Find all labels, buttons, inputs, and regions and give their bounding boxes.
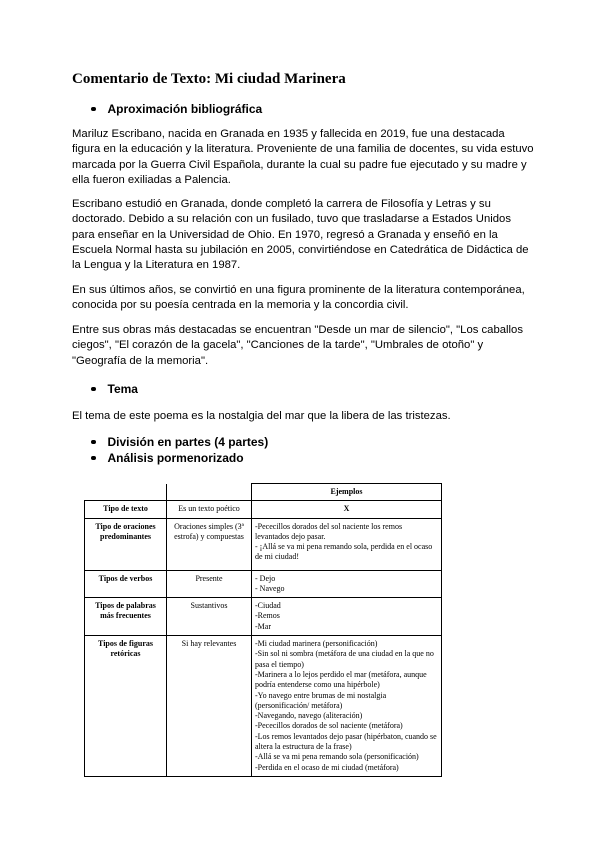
example-line: -Ciudad [255, 601, 281, 611]
table-row [85, 636, 442, 777]
table-cell-value: Si hay relevantes [167, 636, 252, 777]
section-tema [91, 382, 138, 396]
example-line: -Yo navego entre brumas de mi nostalgia (personificación/ metáfora) [255, 690, 387, 710]
table-cell-label: Tipos de palabras más frecuentes [85, 598, 167, 636]
example-line: - Dejo [255, 573, 276, 583]
section-analisis [91, 451, 244, 465]
example-line: -Pececillos dorados del sol naciente los remos levantados dejo pasar. [255, 521, 403, 541]
table-cell-examples [252, 598, 442, 636]
table-cell-value: Sustantivos [167, 598, 252, 636]
example-line: -Mi ciudad marinera (personificación) [255, 639, 378, 649]
example-line: -Perdida en el ocaso de mi ciudad (metáfora) [255, 762, 399, 772]
table-cell-label: Tipo de texto [85, 501, 167, 518]
example-line: -Pececillos dorados de sol naciente (metáfora) [255, 721, 403, 731]
table-row [85, 501, 442, 518]
table-row [85, 598, 442, 636]
bullet-icon [91, 456, 96, 461]
table-cell-examples [252, 570, 442, 598]
table-cell-examples [252, 636, 442, 777]
paragraph-biography-3: En sus últimos años, se convirtió en una figura prominente de la literatura contemporánea, conocida por su poesía centrada en la memoria y la concordia civil. [72, 284, 525, 312]
example-line: -Remos [255, 611, 280, 621]
table-cell-empty [167, 484, 252, 501]
bullet-icon [91, 107, 96, 112]
table-row [85, 484, 442, 501]
paragraph-tema: El tema de este poema es la nostalgia del mar que la libera de las tristezas. [72, 410, 451, 422]
table-cell-value: Oraciones simples (3ª estrofa) y compuestas [167, 518, 252, 570]
bullet-icon [91, 387, 96, 392]
table-cell-value: Presente [167, 570, 252, 598]
section-label: División en partes (4 partes) [107, 435, 269, 449]
table-cell-value: Es un texto poético [167, 501, 252, 518]
document-title: Comentario de Texto: Mi ciudad Marinera [72, 71, 346, 87]
table-cell-examples [252, 518, 442, 570]
section-division [91, 435, 268, 449]
example-line: -Los remos levantados dejo pasar (hipérbaton, cuando se altera la estructura de la frase) [255, 731, 437, 752]
table-cell-empty [85, 484, 167, 501]
section-label: Aproximación bibliográfica [107, 102, 263, 116]
example-line: -Marinera a lo lejos perdido el mar (metáfora, aunque podría entenderse como una hipérbole) [255, 669, 427, 690]
example-line: - Navego [255, 583, 285, 593]
section-label: Análisis pormenorizado [107, 451, 244, 465]
section-aproximacion [91, 102, 262, 116]
table-cell-label: Tipo de oraciones predominantes [85, 518, 167, 570]
table-cell-label: Tipos de figuras retóricas [85, 636, 167, 777]
example-line: -Sin sol ni sombra (metáfora de una ciudad en la que no pasa el tiempo) [255, 649, 434, 669]
paragraph-works: Entre sus obras más destacadas se encuentran "Desde un mar de silencio", "Los caballos ciegos", "El corazón de la gacela", "Canciones de la tarde", "Umbrales de otoño" y "Geografía de la memoria". [72, 324, 523, 367]
example-line: -Mar [255, 621, 271, 631]
example-line: -Allá se va mi pena remando sola (personificación) [255, 752, 419, 762]
section-label: Tema [107, 382, 138, 396]
paragraph-biography-1: Mariluz Escribano, nacida en Granada en 1935 y fallecida en 2019, fue una destacada figura en la educación y la literatura. Proveniente de una familia de docentes, su vida estuvo marcada por la Guerra Civil Española, durante la cual su padre fue ejecutado y su madre y ella fueron exiliadas a Palencia. [72, 128, 534, 186]
table-row [85, 518, 442, 570]
table-cell-mark: X [252, 501, 442, 518]
table-cell-label: Tipos de verbos [85, 570, 167, 598]
example-line: -Navegando, navego (aliteración) [255, 711, 363, 721]
example-line: - ¡Allá se va mi pena remando sola, perdida en el ocaso de mi ciudad! [255, 542, 433, 562]
analysis-table [84, 483, 442, 777]
bullet-icon [91, 440, 96, 445]
table-header-ejemplos: Ejemplos [252, 484, 442, 501]
paragraph-biography-2: Escribano estudió en Granada, donde completó la carrera de Filosofía y Letras y su doctorado. Debido a su relación con un fusilado, tuvo que trasladarse a Estados Unidos para enseñar en la Universidad de Ohio. En 1970, regresó a Granada y enseñó en la Escuela Normal hasta su jubilación en 2005, convirtiéndose en Catedrática de Didáctica de la Lengua y la Literatura en 1987. [72, 198, 529, 272]
table-row [85, 570, 442, 598]
